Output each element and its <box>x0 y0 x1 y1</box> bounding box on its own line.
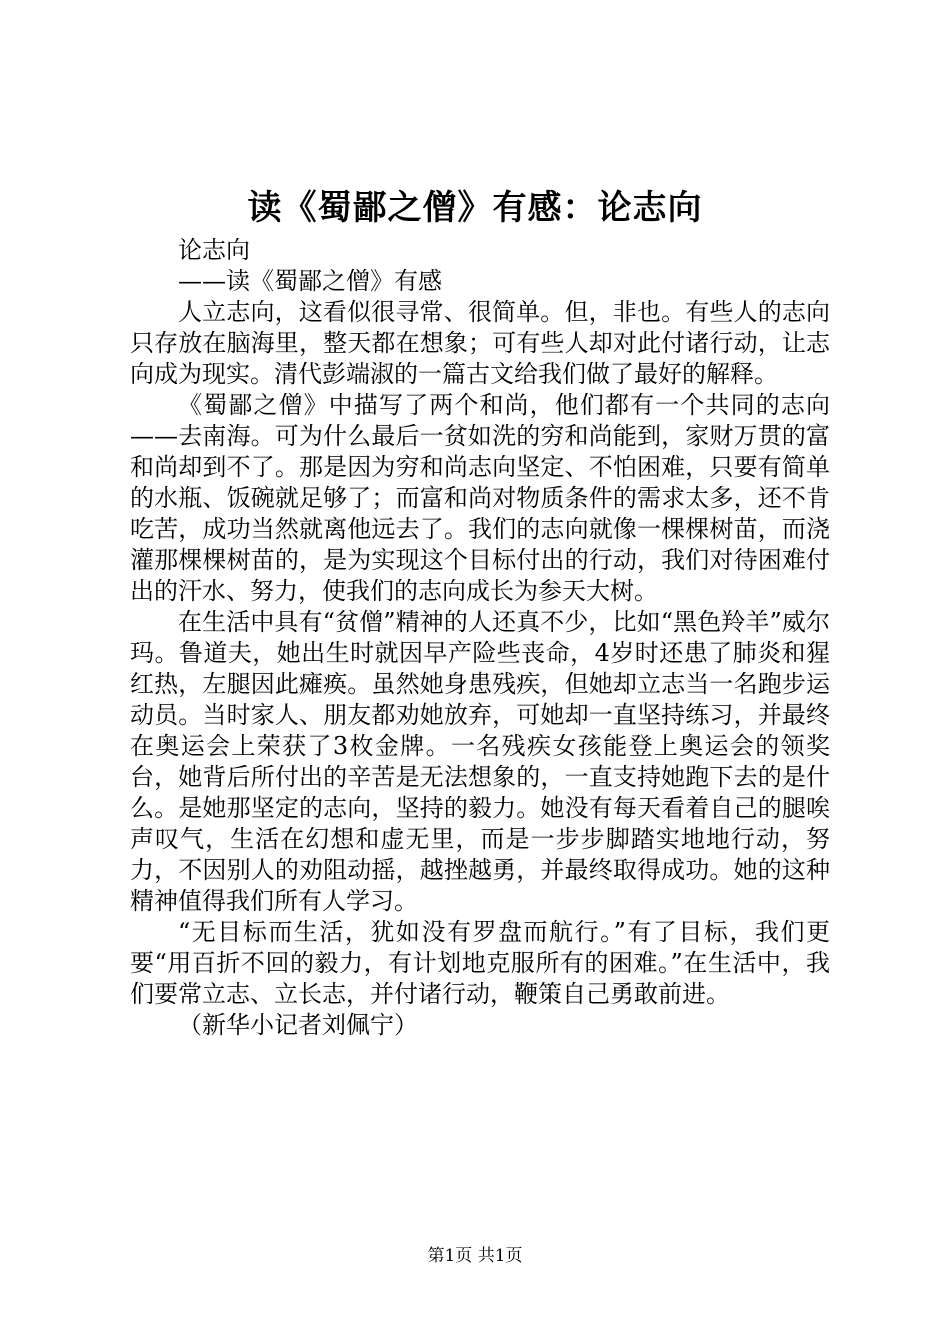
paragraph: 在生活中具有“贫僧”精神的人还真不少，比如“黑色羚羊”威尔玛。鲁道夫，她出生时就因早产险些丧命，4岁时还患了肺炎和猩红热，左腿因此瘫痪。虽然她身患残疾，但她却立志当一名跑步运动员。当时家人、朋友都劝她放弃，可她却一直坚持练习，并最终在奥运会上荣获了3枚金牌。一名残疾女孩能登上奥运会的领奖台，她背后所付出的辛苦是无法想象的，一直支持她跑下去的是什么。是她那坚定的志向，坚持的毅力。她没有每天看着自己的腿唉声叹气，生活在幻想和虚无里，而是一步步脚踏实地地行动，努力，不因别人的劝阻动摇，越挫越勇，并最终取得成功。她的这种精神值得我们所有人学习。 <box>130 608 830 915</box>
heading-line: 论志向 <box>178 236 250 264</box>
byline: （新华小记者刘佩宁） <box>178 1011 418 1039</box>
document-body <box>130 235 830 1041</box>
subheading-line: ——读《蜀鄙之僧》有感 <box>178 267 442 295</box>
page-number-footer: 第1页 共1页 <box>427 1246 523 1266</box>
paragraph: 《蜀鄙之僧》中描写了两个和尚，他们都有一个共同的志向——去南海。可为什么最后一贫如洗的穷和尚能到，家财万贯的富和尚却到不了。那是因为穷和尚志向坚定、不怕困难，只要有简单的水瓶、饭碗就足够了；而富和尚对物质条件的需求太多，还不肯吃苦，成功当然就离他远去了。我们的志向就像一棵棵树苗，而浇灌那棵棵树苗的，是为实现这个目标付出的行动，我们对待困难付出的汗水、努力，使我们的志向成长为参天大树。 <box>130 391 830 605</box>
document-title: 读《蜀鄙之僧》有感：论志向 <box>247 188 703 228</box>
paragraph: “无目标而生活，犹如没有罗盘而航行。”有了目标，我们更要“用百折不回的毅力，有计划地克服所有的困难。”在生活中，我们要常立志、立长志，并付诸行动，鞭策自己勇敢前进。 <box>130 918 830 1008</box>
paragraph: 人立志向，这看似很寻常、很简单。但，非也。有些人的志向只存放在脑海里，整天都在想象；可有些人却对此付诸行动，让志向成为现实。清代彭端淑的一篇古文给我们做了最好的解释。 <box>130 298 830 388</box>
